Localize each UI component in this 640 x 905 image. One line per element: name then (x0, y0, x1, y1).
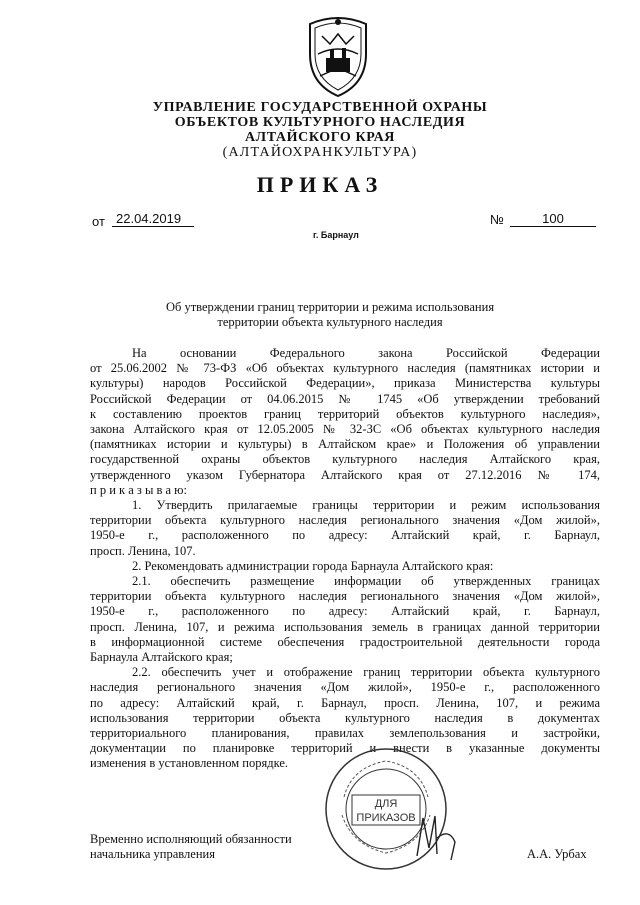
text-line: от 25.06.2002 № 73-ФЗ «Об объектах культурного наследия (памятниках истории и (90, 361, 600, 376)
text-line: документации по планировке территорий и внести в указанные документы (90, 741, 600, 756)
text-line: просп. Ленина, 107, и режима использования земель в границах данной территории (90, 619, 600, 634)
text-line: утвержденного указом Губернатора Алтайского края от 27.12.2016 № 174, (90, 467, 600, 482)
header-line-2: ОБЪЕКТОВ КУЛЬТУРНОГО НАСЛЕДИЯ (174, 115, 466, 130)
text-line: наследия регионального значения «Дом жилой», 1950-е г., расположенного (90, 680, 600, 695)
text-line: 2. Рекомендовать администрации города Барнаула Алтайского края: (132, 558, 494, 573)
signatory-position-line-2: начальника управления (90, 847, 215, 861)
document-title: ПРИКАЗ (256, 172, 384, 197)
subject-heading (120, 300, 540, 330)
text-line: в информационной системе обеспечения градостроительной деятельности города (90, 634, 600, 649)
text-line: изменения в установленном порядке. (90, 756, 289, 771)
text-line: территории объекта культурного наследия регионального значения «Дом жилой», (90, 589, 600, 604)
text-line: Барнаула Алтайского края; (90, 650, 233, 665)
text-line: просп. Ленина, 107. (90, 543, 196, 558)
text-line: На основании Федерального закона Российской Федерации (132, 346, 600, 360)
number-label: № (490, 212, 504, 227)
text-line: 1950-е г., расположенного по адресу: Алтайский край, г. Барнаул, (90, 604, 600, 619)
text-line: территориального планирования, правилах землепользования и застройки, (90, 726, 600, 741)
text-line: 1. Утвердить прилагаемые границы территории и режим использования (132, 498, 600, 513)
text-line: по адресу: Алтайский край, г. Барнаул, просп. Ленина, 107, и режима (90, 695, 600, 710)
coat-of-arms-emblem (300, 14, 376, 98)
stamp-text-1: ДЛЯ (374, 798, 398, 810)
paragraph-preamble (90, 346, 600, 361)
signatory-position-line-1: Временно исполняющий обязанности (90, 832, 292, 846)
text-line: культуры) народов Российской Федерации», приказа Министерства культуры (90, 376, 600, 391)
text-line: использования территории объекта культурного наследия в документах (90, 710, 600, 725)
text-line: (памятниках истории и культуры) в Алтайском крае» и Положения об управлении (90, 437, 600, 452)
signatory-name: А.А. Урбах (527, 847, 587, 861)
subject-line-2: территории объекта культурного наследия (217, 315, 443, 329)
text-line: 2.1. обеспечить размещение информации об утвержденных границах (132, 574, 600, 589)
city: г. Барнаул (313, 230, 359, 240)
subject-line-1: Об утверждении границ территории и режима использования (165, 300, 495, 314)
text-line: 1950-е г., расположенного по адресу: Алтайский край, г. Барнаул, (90, 528, 600, 543)
text-line: Российской Федерации от 04.06.2015 № 1745 «Об утверждении требований (90, 391, 600, 406)
text-line: территории объекта культурного наследия регионального значения «Дом жилой», (90, 513, 600, 528)
number-value: 100 (510, 211, 596, 227)
header-line-1: УПРАВЛЕНИЕ ГОСУДАРСТВЕННОЙ ОХРАНЫ (152, 100, 488, 115)
date-value: 22.04.2019 (112, 211, 194, 227)
text-line: п р и к а з ы в а ю: (90, 482, 187, 497)
stamp-text-2: ПРИКАЗОВ (356, 812, 416, 824)
header-line-3: АЛТАЙСКОГО КРАЯ (244, 130, 396, 145)
text-line: к составлению проектов границ территорий объектов культурного наследия», (90, 406, 600, 421)
text-line: государственной охраны объектов культурного наследия Алтайского края, (90, 452, 600, 467)
text-line: закона Алтайского края от 12.05.2005 № 32-ЗС «Об объектах культурного наследия (90, 422, 600, 437)
handwritten-signature (405, 808, 465, 868)
body-text (90, 346, 600, 772)
text-line: 2.2. обеспечить учет и отображение границ территории объекта культурного (132, 665, 600, 680)
header-line-4: (АЛТАЙОХРАНКУЛЬТУРА) (222, 145, 418, 160)
date-prefix: от (92, 214, 105, 229)
